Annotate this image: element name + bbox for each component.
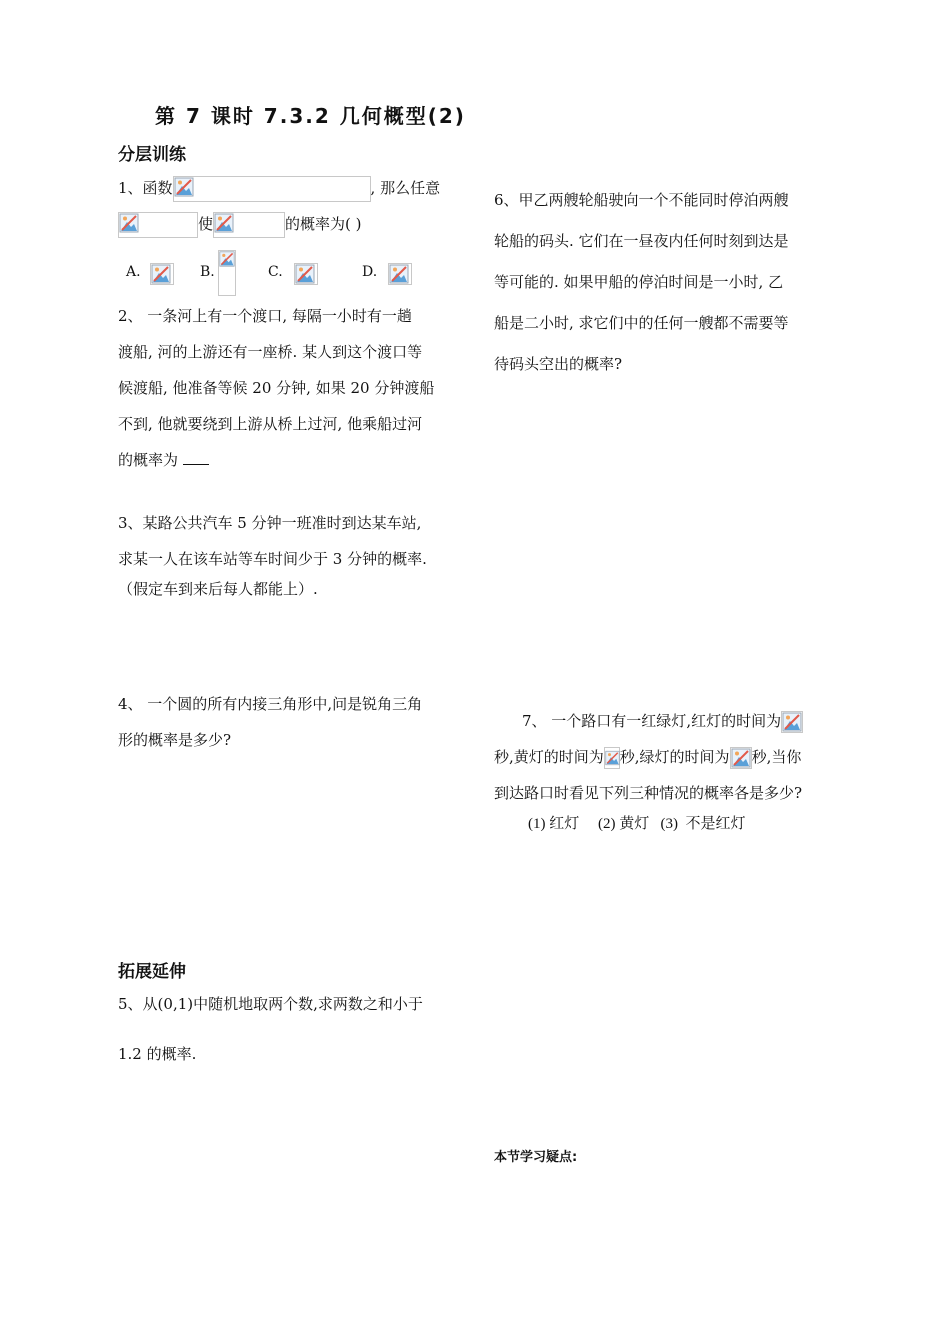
q2-line-5-text: 的概率为: [118, 451, 179, 469]
q1-text-c: 使: [198, 215, 214, 233]
q7-line-3: 到达路口时看见下列三种情况的概率各是多少?: [494, 784, 803, 802]
broken-image-icon: [389, 264, 409, 284]
q5-line-2: 1.2 的概率.: [118, 1045, 197, 1063]
formula-image: [118, 212, 198, 238]
option-a-label: A.: [126, 264, 141, 280]
question-7: [494, 703, 839, 837]
q7-line-2-text-b: 秒,绿灯的时间为: [619, 748, 730, 766]
broken-image-icon: [782, 712, 802, 732]
q3-line-2: 求某一人在该车站等车时间少于 3 分钟的概率.: [118, 550, 427, 568]
q7-line-4: (1) 红灯 (2) 黄灯 (3) 不是红灯: [528, 816, 746, 832]
question-2: [118, 298, 468, 478]
section-heading-extension: 拓展延伸: [118, 962, 186, 982]
q7-line-2-text-c: 秒,当你: [751, 748, 802, 766]
q2-line-5: [118, 442, 468, 478]
q1-text-a: 1、函数: [118, 179, 173, 197]
formula-image: [173, 176, 371, 202]
broken-image-icon: [174, 177, 194, 197]
q6-line-5: 待码头空出的概率?: [494, 355, 623, 373]
q7-line-1-text: 7、 一个路口有一红绿灯,红灯的时间为: [522, 712, 782, 730]
q1-text-d: 的概率为( ): [285, 215, 362, 233]
page-title: 第 7 课时 7.3.2 几何概型(2): [155, 104, 466, 128]
option-b-image: [218, 250, 236, 296]
broken-image-icon: [214, 213, 234, 233]
question-3: [118, 505, 468, 607]
formula-image: [781, 711, 803, 733]
answer-blank: [183, 450, 209, 465]
option-d-label: D.: [362, 264, 378, 280]
option-d-image: [388, 263, 412, 285]
broken-image-icon: [605, 748, 620, 768]
question-4: [118, 686, 468, 758]
q7-line-1: [494, 703, 839, 739]
q7-line-2-text-a: 秒,黄灯的时间为: [494, 748, 604, 766]
broken-image-icon: [731, 748, 751, 768]
q6-line-2: 轮船的码头. 它们在一昼夜内任何时刻到达是: [494, 232, 789, 250]
option-c-label: C.: [268, 264, 283, 280]
q3-line-3: （假定车到来后每人都能上）.: [118, 580, 318, 598]
q6-line-3: 等可能的. 如果甲船的停泊时间是一小时, 乙: [494, 273, 784, 291]
option-c-image: [294, 263, 318, 285]
question-1-line-1: [118, 170, 440, 206]
learning-doubts-heading: 本节学习疑点:: [494, 1150, 578, 1165]
question-6: [494, 180, 839, 385]
option-a-image: [150, 263, 174, 285]
q7-line-2: [494, 739, 839, 775]
section-heading-tiered-training: 分层训练: [118, 145, 186, 165]
q6-line-4: 船是二小时, 求它们中的任何一艘都不需要等: [494, 314, 789, 332]
broken-image-icon: [219, 251, 235, 267]
formula-image: [213, 212, 285, 238]
q2-line-4: 不到, 他就要绕到上游从桥上过河, 他乘船过河: [118, 415, 423, 433]
question-5: [118, 986, 468, 1072]
q2-line-3: 候渡船, 他准备等候 20 分钟, 如果 20 分钟渡船: [118, 379, 435, 397]
q1-text-b: , 那么任意: [370, 179, 441, 197]
q4-line-1: 4、 一个圆的所有内接三角形中,问是锐角三角: [118, 695, 423, 713]
broken-image-icon: [151, 264, 171, 284]
question-1-options: [118, 250, 468, 300]
question-1-line-2: [118, 206, 362, 242]
q2-line-2: 渡船, 河的上游还有一座桥. 某人到这个渡口等: [118, 343, 423, 361]
formula-image: [604, 747, 620, 769]
broken-image-icon: [119, 213, 139, 233]
broken-image-icon: [295, 264, 315, 284]
q3-line-1: 3、某路公共汽车 5 分钟一班准时到达某车站,: [118, 514, 422, 532]
q2-line-1: 2、 一条河上有一个渡口, 每隔一小时有一趟: [118, 307, 412, 325]
option-b-label: B.: [200, 264, 215, 280]
q5-line-1: 5、从(0,1)中随机地取两个数,求两数之和小于: [118, 995, 423, 1013]
q4-line-2: 形的概率是多少?: [118, 731, 232, 749]
q6-line-1: 6、甲乙两艘轮船驶向一个不能同时停泊两艘: [494, 191, 789, 209]
formula-image: [730, 747, 752, 769]
